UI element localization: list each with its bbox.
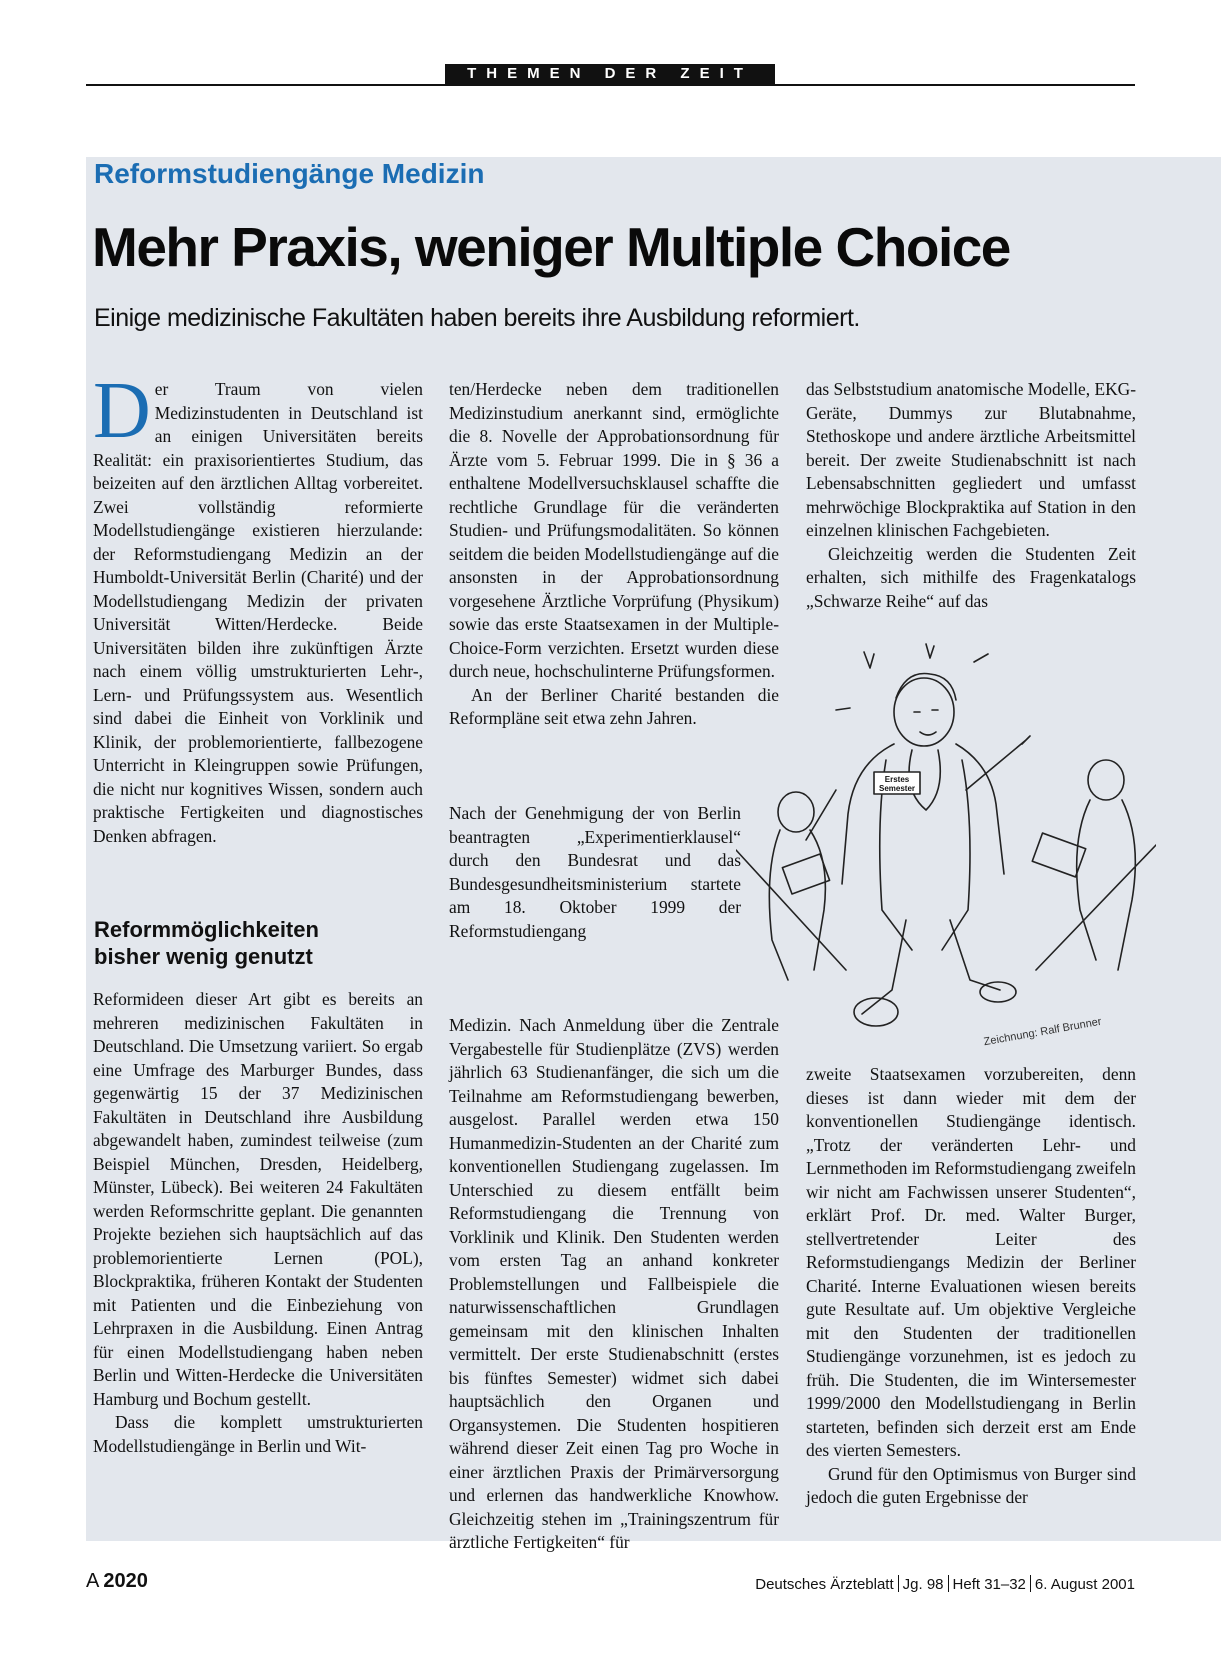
article-dek: Einige medizinische Fakultäten haben bereits ihre Ausbildung reformiert. [94, 304, 860, 332]
separator [948, 1575, 949, 1592]
student-body [842, 744, 1004, 884]
left-observer-book [782, 854, 829, 894]
floor-line-right [1036, 845, 1156, 970]
separator [1030, 1575, 1031, 1592]
journal-issue: Heft 31–32 [952, 1576, 1026, 1593]
left-observer-arm [806, 790, 836, 840]
paragraph-modellstudiengaenge-start: Dass die komplett umstrukturierten Modellstudiengänge in Berlin und Wit- [93, 1412, 423, 1456]
intro-text: er Traum von vielen Medizinstudenten in Deutschland ist an einigen Universitäten bereits Realität: ein praxisorientiertes Studium, das beizeiten auf den ärztlichen Alltag vorbereitet. Zwei vollständig reformierte Modellstudiengänge existieren hierzulande: der Reformstudiengang Medizin an der Humboldt-Universität Berlin (Charité) und der Modellstudiengang Medizin der privaten Universität Witten/Herdecke. Beide Universitäten bilden ihre zukünftigen Ärzte nach einem völlig umstrukturierten Lehr-, Lern- und Prüfungssystem aus. Wesentlich sind dabei die Einheit von Vorklinik und Klinik, der problemorientierte, fallbezogene Unterricht in Kleingruppen sowie Prüfungen, die nicht nur kognitives Wissen, sondern auch praktische Fertigkeiten und diagnostisches Denken abfragen. [93, 379, 423, 846]
student-head [894, 678, 954, 746]
paragraph-charite-cont: Medizin. Nach Anmeldung über die Zentrale Vergabestelle für Studienplätze (ZVS) werden jährlich 63 Studienanfänger, die sich um die Teilnahme am Reformstudiengang bewerben, ausgelost. Parallel werden etwa 150 Humanmedizin-Studenten an der Charité zum konventionellen Studiengang zugelassen. Im Unterschied zu diesem entfällt beim Reformstudiengang die Trennung von Vorklinik und Klinik. Den Studenten werden vom ersten Tag an anhand konkreter Problemstellungen und Fallbeispiele die naturwissenschaftlichen Grundlagen gemeinsam mit den klinischen Inhalten vermittelt. Der erste Studienabschnitt (erstes bis fünftes Semester) widmet sich dabei hauptsächlich den Organen und Organsystemen. Die Studenten hospitieren während dieser Zeit einen Tag pro Woche in einer ärztlichen Praxis der Primärversorgung und erlernen das handwerkliche Knowhow. Gleichzeitig stehen im „Trainingszentrum für ärztliche Fertigkeiten“ für [449, 1015, 779, 1552]
column-2-top [449, 378, 779, 731]
journal-name: Deutsches Ärzteblatt [755, 1576, 894, 1593]
floor-line-left [736, 850, 846, 970]
page-number-value: 2020 [103, 1570, 148, 1592]
column-2-bottom [449, 1014, 779, 1555]
right-observer-body [1077, 800, 1136, 970]
section-subhead [94, 916, 319, 970]
journal-volume: Jg. 98 [902, 1576, 944, 1593]
journal-info [755, 1575, 1135, 1593]
left-observer-body [769, 830, 825, 980]
separator [898, 1575, 899, 1592]
column-2-narrow [449, 802, 741, 943]
page-prefix: A [86, 1570, 100, 1592]
drop-cap: D [93, 367, 151, 455]
student-legs [862, 920, 1000, 1014]
article-headline: Mehr Praxis, weniger Multiple Choice [92, 216, 1010, 278]
column-1-top [93, 367, 423, 848]
badge-text-line-2: Semester [878, 784, 916, 793]
subhead-line-2: bisher wenig genutzt [94, 944, 313, 969]
student-shoe-right [980, 982, 1016, 1002]
excitement-mark-2 [926, 644, 934, 658]
badge-text-line-1: Erstes [884, 775, 910, 784]
paragraph-charite-start: An der Berliner Charité bestanden die Reformpläne seit etwa zehn Jahren. [449, 684, 779, 728]
header-rule [86, 84, 1135, 86]
section-label: THEMEN DER ZEIT [445, 64, 775, 84]
page-number [86, 1570, 148, 1593]
column-3-top [806, 378, 1136, 613]
column-3-bottom [806, 1063, 1136, 1510]
excitement-mark-1 [864, 652, 874, 668]
paragraph-gleichzeitig-start: Gleichzeitig werden die Studenten Zeit erhalten, sich mithilfe des Fragenkatalogs „Schwarze Reihe“ auf das [806, 543, 1136, 611]
cartoon-illustration [736, 640, 1156, 1040]
excitement-mark-3 [974, 654, 988, 662]
article-kicker: Reformstudiengänge Medizin [94, 158, 485, 189]
column-1-bottom [93, 988, 423, 1458]
illustration-credit: Zeichnung: Ralf Brunner [982, 1015, 1103, 1049]
paragraph-optimismus: Grund für den Optimismus von Burger sind jedoch die guten Ergebnisse der [806, 1463, 1136, 1507]
student-face [914, 710, 938, 735]
subhead-line-1: Reformmöglichkeiten [94, 917, 319, 942]
paragraph-staatsexamen: zweite Staatsexamen vorzubereiten, denn dieses ist dann wieder mit dem der konventionellen Studiengänge identisch. „Trotz der veränderten Lehr- und Lernmethoden im Reformstudiengang zweifeln wir nicht am Fachwissen unserer Studenten“, erklärt Prof. Dr. med. Walter Burger, stellvertretender Leiter des Reformstudiengangs Medizin der Berliner Charité. Interne Evaluationen wiesen bereits gute Resultate auf. Um objektive Vergleiche mit den Studenten der traditionellen Studiengänge vorzunehmen, ist es jedoch zu früh. Die Studenten, die im Wintersemester 1999/2000 den Modellstudiengang in Berlin starteten, befinden sich derzeit erst am Ende des vierten Semesters. [806, 1064, 1136, 1460]
paragraph-reformideen: Reformideen dieser Art gibt es bereits an mehreren medizinischen Fakultäten in Deutschland. Die Umsetzung variiert. So ergab eine Umfrage des Marburger Bundes, dass gegenwärtig 15 der 37 Medizinischen Fakultäten in Deutschland ihre Ausbildung abgewandelt haben, zumindest teilweise (zum Beispiel München, Dresden, Heidelberg, Münster, Lübeck). Bei weiteren 24 Fakultäten werden Reformschritte geplant. Die genannten Projekte beziehen sich hauptsächlich auf das problemorientierte Lernen (POL), Blockpraktika, früheren Kontakt der Studenten mit Patienten und die Einbeziehung von Lehrpraxen in die Ausbildung. Einen Antrag für einen Modellstudiengang haben neben Berlin und Witten-Herdecke die Universitäten Hamburg und Bochum gestellt. [93, 989, 423, 1409]
left-observer-head [778, 792, 814, 832]
paragraph-intro [93, 367, 423, 848]
excitement-mark-4 [836, 708, 850, 710]
right-observer-head [1088, 760, 1124, 800]
paragraph-modellstudiengaenge-cont: ten/Herdecke neben dem traditionellen Medizinstudium anerkannt sind, ermöglichte die 8. Novelle der Approbationsordnung für Ärzte vom 5. Februar 1999. Die in § 36 a enthaltene Modellversuchsklausel schaffte die rechtliche Grundlage für die veränderten Studien- und Prüfungsmodalitäten. So können seitdem die beiden Modellstudiengänge auf die ansonsten in der Approbationsordnung vorgesehene Ärztliche Vorprüfung (Physikum) sowie das erste Staatsexamen in der Multiple-Choice-Form verzichten. Ersetzt wurden diese durch neue, hochschulinterne Prüfungsformen. [449, 379, 779, 681]
student-syringe [966, 736, 1030, 790]
paragraph-selbststudium: das Selbststudium anatomische Modelle, EKG-Geräte, Dummys zur Blutabnahme, Stethoskope und andere ärztliche Arbeitsmittel bereit. Der zweite Studienabschnitt ist nach Lebensabschnitten gegliedert und umfasst mehrwöchige Blockpraktika auf Station in den einzelnen klinischen Fachgebieten. [806, 379, 1136, 540]
paragraph-charite-narrow: Nach der Genehmigung der von Berlin beantragten „Experimentierklausel“ durch den Bundesrat und das Bundesgesundheitsministerium startete am 18. Oktober 1999 der Reformstudiengang [449, 803, 741, 941]
journal-date: 6. August 2001 [1034, 1576, 1135, 1593]
